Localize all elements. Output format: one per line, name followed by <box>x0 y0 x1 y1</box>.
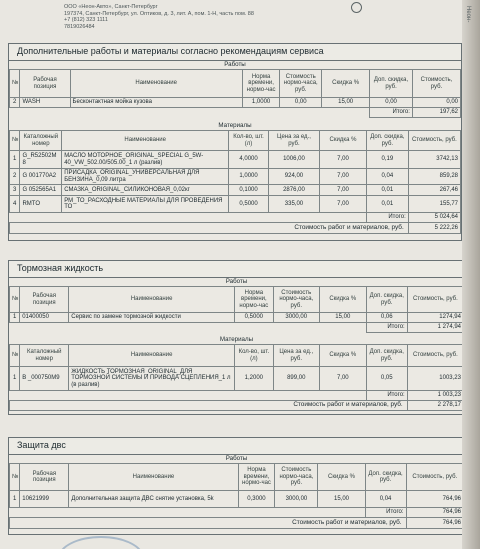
section-additional <box>8 43 462 241</box>
section-brake-fluid <box>8 260 465 415</box>
company-address: 197374, Санкт-Петербург, ул. Оптиков, д. 3, лит. А, пом. 1-Н, часть пом. 88 <box>64 10 254 17</box>
header-discount: Скидка % <box>322 70 370 98</box>
company-phone: +7 (812) 323 1111 <box>64 17 108 24</box>
works-table: № Рабочая позиция Наименование Норма времени, нормо-час Стоимость нормо-часа, руб. Скидка % Доп. скидка, руб. Стоимость, руб. 1 01400050 Сервис по замене тормозной жидкости 0,5000 3000,00 15,00 0,06 1274,94 Итого: 1 274,94 <box>9 286 464 333</box>
section-title: Дополнительные работы и материалы согласно рекомендациям сервиса <box>9 44 461 61</box>
header-no: № <box>10 70 20 98</box>
edge-text: Неон- <box>465 6 471 23</box>
table-row: 3 G 052565A1 СМАЗКА_ORIGINAL_СИЛИКОНОВАЯ_0,02кг 0,1000 2876,00 7,00 0,01 267,46 <box>10 185 461 196</box>
table-row: 4 RMTO РМ_ТО_РАСХОДНЫЕ МАТЕРИАЛЫ ДЛЯ ПРОВЕДЕНИЯ ТО 0,5000 335,00 7,00 0,01 155,77 <box>10 196 461 213</box>
table-row: 2 G 001770A2 ПРИСАДКА_ORIGINAL_УНИВЕРСАЛЬНАЯ ДЛЯ БЕНЗИНА_0,09 литра 1,0000 924,00 7,00 0,04 859,28 <box>10 169 461 185</box>
works-table: № Рабочая позиция Наименование Норма времени, нормо-час Стоимость нормо-часа, руб. Скидка % Доп. скидка, руб. Стоимость, руб. 2 WASH Бесконтактная мойка кузова 1,0000 0,00 15,00 0,00 0,00 Итого: 197,62 <box>9 69 461 118</box>
materials-table: № Каталожный номер Наименование Кол-во, шт. (л) Цена за ед., руб. Скидка % Доп. скидка, руб. Стоимость, руб. 1 B _000750M9 ЖИДКОСТЬ ТОРМОЗНАЯ_ORIGINAL_ДЛЯ ТОРМОЗНОЙ СИСТЕМЫ И ПРИВОДА СЦЕПЛЕНИЯ_1 л (в разлив) 1,2000 899,00 7,00 0,05 1003,23 Итого: 1 003,23 Стоимость работ и материалов, руб. 2 278,17 <box>9 344 464 411</box>
section-title: Тормозная жидкость <box>9 261 464 278</box>
works-label: Работы <box>224 61 246 68</box>
section-engine-guard <box>8 437 465 535</box>
table-row: 1 B _000750M9 ЖИДКОСТЬ ТОРМОЗНАЯ_ORIGINAL_ДЛЯ ТОРМОЗНОЙ СИСТЕМЫ И ПРИВОДА СЦЕПЛЕНИЯ_1 л (в разлив) 1,2000 899,00 7,00 0,05 1003,23 <box>10 367 464 391</box>
table-row: 1 01400050 Сервис по замене тормозной жидкости 0,5000 3000,00 15,00 0,06 1274,94 <box>10 313 464 323</box>
works-label: Работы <box>225 455 248 462</box>
circle-mark-icon <box>351 2 362 13</box>
works-label: Работы <box>225 278 248 285</box>
header-name: Наименование <box>70 70 242 98</box>
header-extra: Доп. скидка, руб. <box>370 70 413 98</box>
company-logo <box>4 4 59 20</box>
company-name: ООО «Неон-Авто», Санкт-Петербург <box>64 4 158 10</box>
table-row: 2 WASH Бесконтактная мойка кузова 1,0000 0,00 15,00 0,00 0,00 <box>10 98 461 108</box>
document-header <box>64 4 254 30</box>
page-edge <box>462 0 480 549</box>
header-rate: Стоимость нормо-часа, руб. <box>280 70 322 98</box>
header-hours: Норма времени, нормо-час <box>242 70 280 98</box>
header-cost: Стоимость, руб. <box>412 70 460 98</box>
works-table: № Рабочая позиция Наименование Норма времени, нормо-час Стоимость нормо-часа, руб. Скидка % Доп. скидка, руб. Стоимость, руб. 1 10621999 Дополнительная защита ДВС снятие установка, 5k 0,3000 3000,00 15,00 0,04 764,96 Итого: 764,96 Стоимость работ и материалов, руб. 764,96 <box>9 463 464 529</box>
materials-label: Материалы <box>219 336 254 343</box>
materials-table: № Каталожный номер Наименование Кол-во, шт. (л) Цена за ед., руб. Скидка % Доп. скидка, руб. Стоимость, руб. 1 G_R52502M 8 МАСЛО МОТОРНОЕ_ORIGINAL_SPECIAL G_5W-40_VW_502.00/505.00_1 л (разлив) 4,0000 1006,00 7,00 0,19 3742,13 2 G 001770A2 ПРИСАДКА_ORIGINAL_УНИВЕРСАЛЬНАЯ ДЛЯ БЕНЗИНА_0,09 литра 1,0000 924,00 7,00 0,04 859,28 3 G 052565A1 СМАЗКА_ORIGINAL_СИЛИКОНОВАЯ_0,02кг 0,1000 2876,00 7,00 0,01 267,46 4 RMTO РМ_ТО_РАСХОДНЫЕ МАТЕРИАЛЫ ДЛЯ ПРОВЕДЕНИЯ ТО 0,5000 335,00 7,00 0,01 155,77 Итого: 5 024,64 Стоимость работ и материалов, руб. 5 222,26 <box>9 130 461 234</box>
materials-label: Материалы <box>218 122 252 129</box>
table-row: 1 10621999 Дополнительная защита ДВС снятие установка, 5k 0,3000 3000,00 15,00 0,04 764,96 <box>10 491 464 508</box>
stamp-seal <box>58 536 144 549</box>
header-position: Рабочая позиция <box>20 70 70 98</box>
table-row: 1 G_R52502M 8 МАСЛО МОТОРНОЕ_ORIGINAL_SPECIAL G_5W-40_VW_502.00/505.00_1 л (разлив) 4,0000 1006,00 7,00 0,19 3742,13 <box>10 151 461 169</box>
company-inn: 7819026484 <box>64 23 95 30</box>
section-title: Защита двс <box>9 438 464 455</box>
